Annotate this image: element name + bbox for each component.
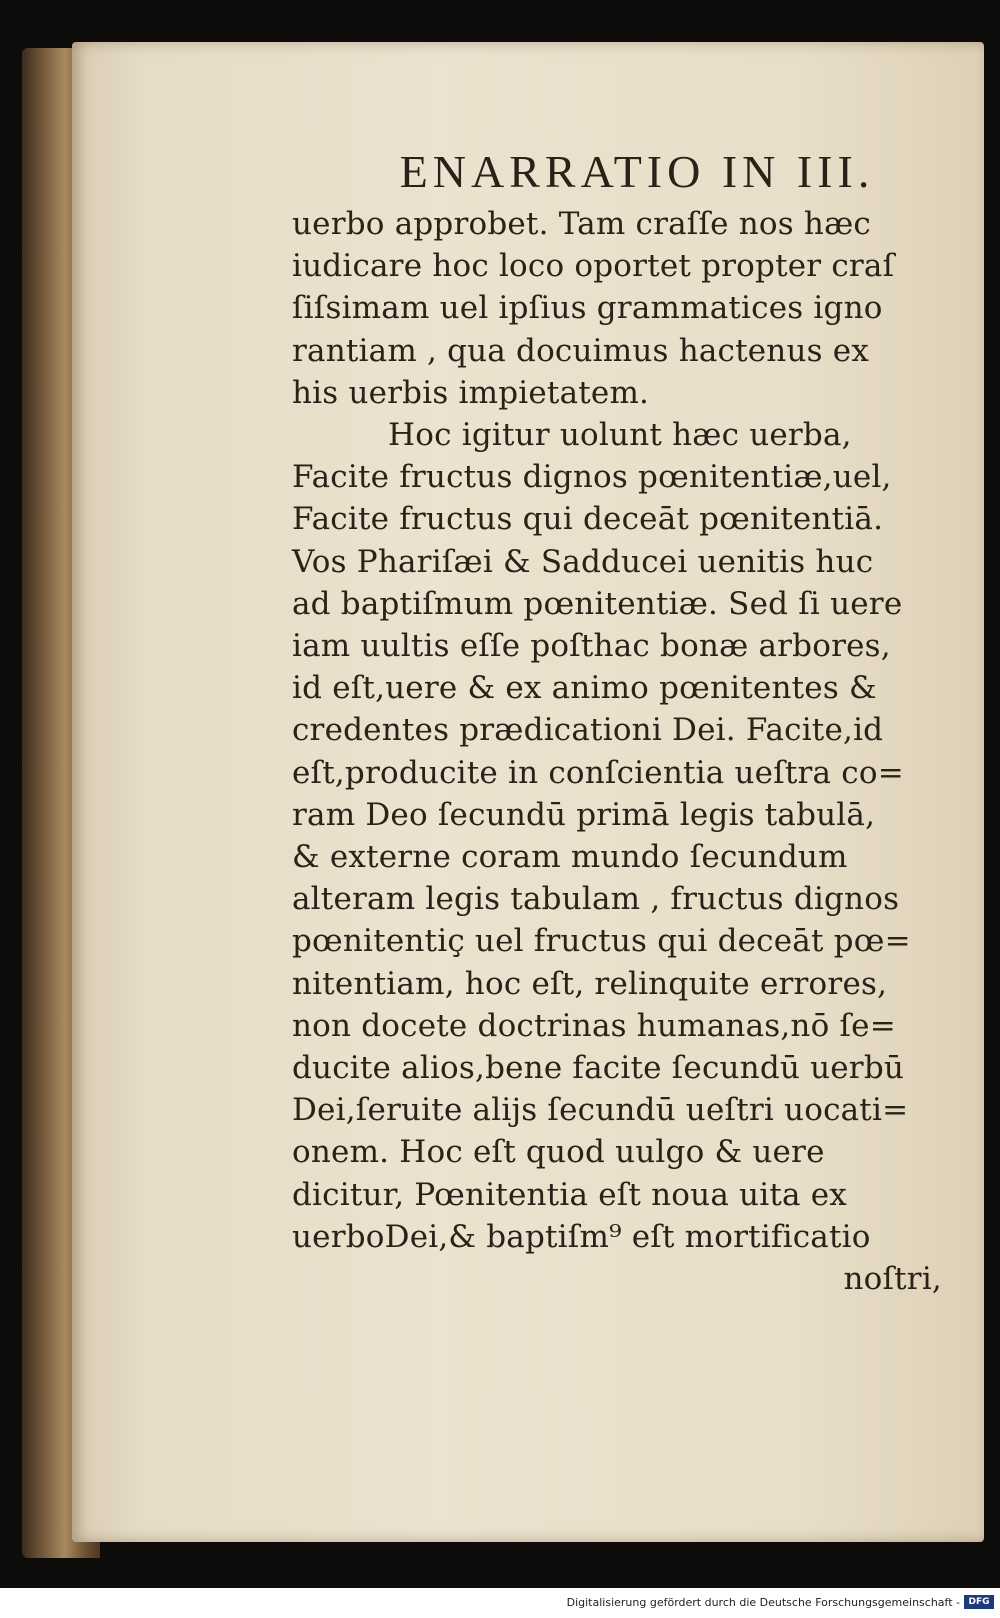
footer-bar: [0, 1588, 1000, 1618]
text-line: dicitur, Pœnitentia eſt noua uita ex: [292, 1176, 847, 1213]
text-line: ducite alios,bene facite ſecundū uerbū: [292, 1050, 905, 1087]
funding-credit: Digitalisierung gefördert durch die Deutsche Forschungsgemeinschaft -: [566, 1596, 960, 1609]
text-line: ad baptiſmum pœnitentiæ. Sed ſi uere: [292, 585, 903, 622]
running-head: ENARRATIO IN III.: [399, 146, 875, 197]
text-line: his uerbis impietatem.: [292, 374, 650, 411]
text-line: ram Deo ſecundū primā legis tabulā,: [292, 796, 876, 833]
text-line: rantiam , qua docuimus hactenus ex: [292, 332, 870, 369]
text-line: Dei,ſeruite alijs ſecundū ueſtri uocati=: [292, 1092, 909, 1129]
dfg-logo: DFG: [964, 1595, 994, 1609]
text-line: onem. Hoc eſt quod uulgo & uere: [292, 1134, 825, 1171]
text-line: alteram legis tabulam , fructus dignos: [292, 881, 900, 918]
text-line: non docete doctrinas humanas,nō ſe=: [292, 1007, 896, 1044]
text-line: nitentiam, hoc eſt, relinquite errores,: [292, 965, 888, 1002]
text-line: Facite fructus dignos pœnitentiæ,uel,: [292, 459, 892, 496]
text-line: ſiſsimam uel ipſius grammatices igno: [292, 290, 883, 327]
text-line: Hoc igitur uolunt hæc uerba,: [388, 417, 852, 454]
text-line: & externe coram mundo ſecundum: [292, 839, 848, 876]
text-line: uerbo approbet. Tam craſſe nos hæc: [292, 206, 871, 242]
text-line: iam uultis eſſe poſthac bonæ arbores,: [292, 628, 891, 665]
text-line: credentes prædicationi Dei. Facite,id: [292, 712, 884, 749]
text-line: eſt,producite in conſcientia ueſtra co=: [292, 754, 904, 791]
text-line: Vos Phariſæi & Sadducei uenitis huc: [292, 543, 874, 580]
text-line: iudicare hoc loco oportet propter craſ: [292, 248, 895, 285]
text-block: [292, 145, 942, 1300]
text-line: pœnitentiç uel fructus qui deceāt pœ=: [292, 923, 911, 960]
text-line: id eſt,uere & ex animo pœnitentes &: [292, 670, 877, 707]
catchword: noſtri,: [843, 1261, 942, 1298]
text-line: uerboDei,& baptiſm⁹ eſt mortificatio: [292, 1218, 871, 1255]
text-line: Facite fructus qui deceāt pœnitentiā.: [292, 501, 884, 538]
